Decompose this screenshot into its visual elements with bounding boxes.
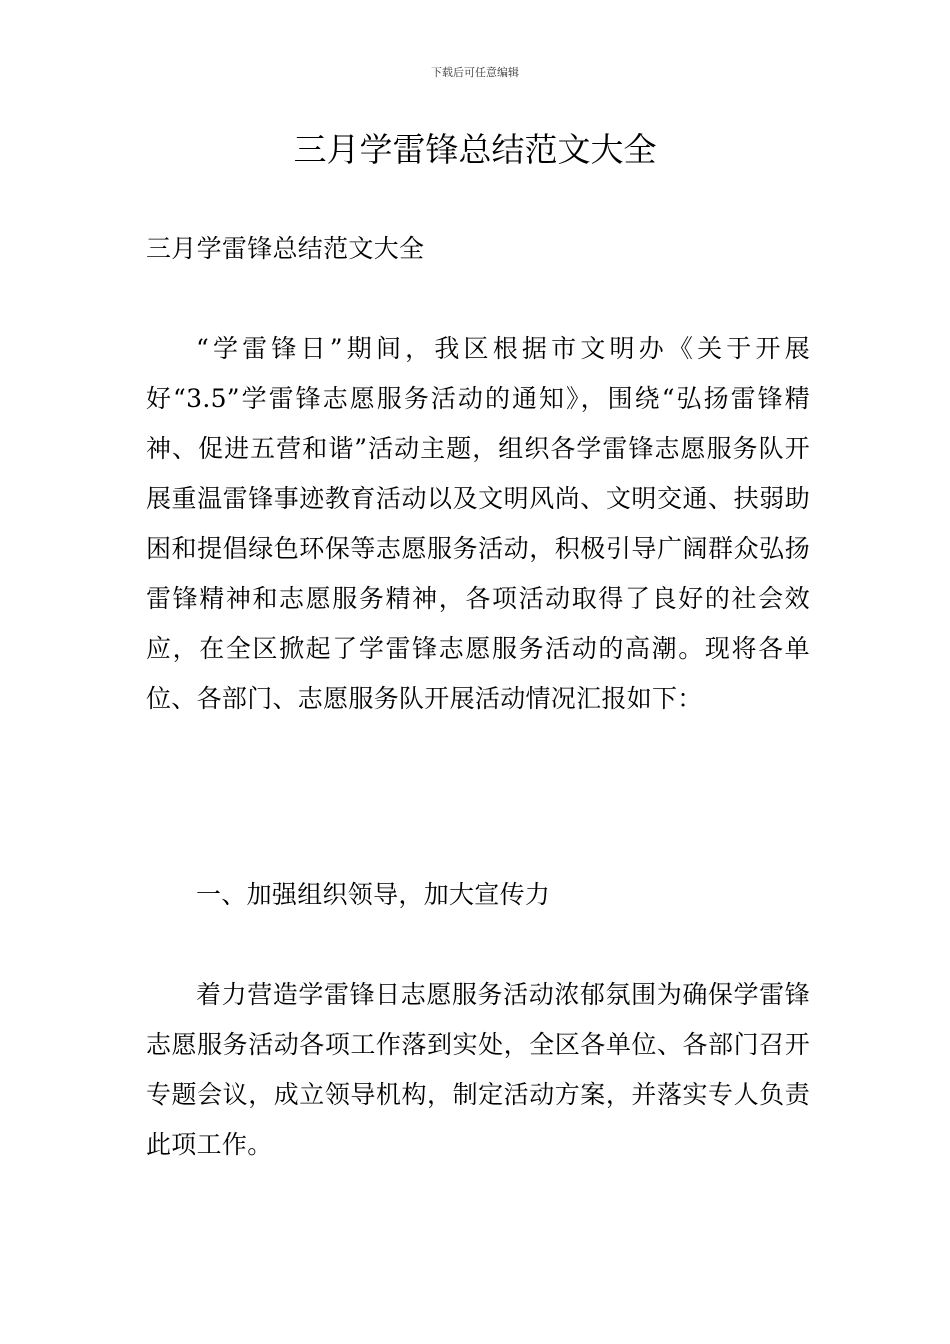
document-title: 三月学雷锋总结范文大全 [293, 130, 657, 169]
paragraph-section-1: 着力营造学雷锋日志愿服务活动浓郁氛围为确保学雷锋志愿服务活动各项工作落到实处，全区各单位、各部门召开专题会议，成立领导机构，制定活动方案，并落实专人负责此项工作。 [146, 980, 810, 1159]
document-subtitle: 三月学雷锋总结范文大全 [146, 234, 425, 263]
header-note: 下载后可任意编辑 [431, 66, 519, 79]
section-heading-1: 一、加强组织领导，加大宣传力 [196, 880, 551, 909]
paragraph-intro: “学雷锋日”期间，我区根据市文明办《关于开展好“3.5”学雷锋志愿服务活动的通知》，围绕“弘扬雷锋精神、促进五营和谐”活动主题，组织各学雷锋志愿服务队开展重温雷锋事迹教育活动以及文明风尚、文明交通、扶弱助困和提倡绿色环保等志愿服务活动，积极引导广阔群众弘扬雷锋精神和志愿服务精神，各项活动取得了良好的社会效应，在全区掀起了学雷锋志愿服务活动的高潮。现将各单位、各部门、志愿服务队开展活动情况汇报如下： [146, 334, 810, 713]
